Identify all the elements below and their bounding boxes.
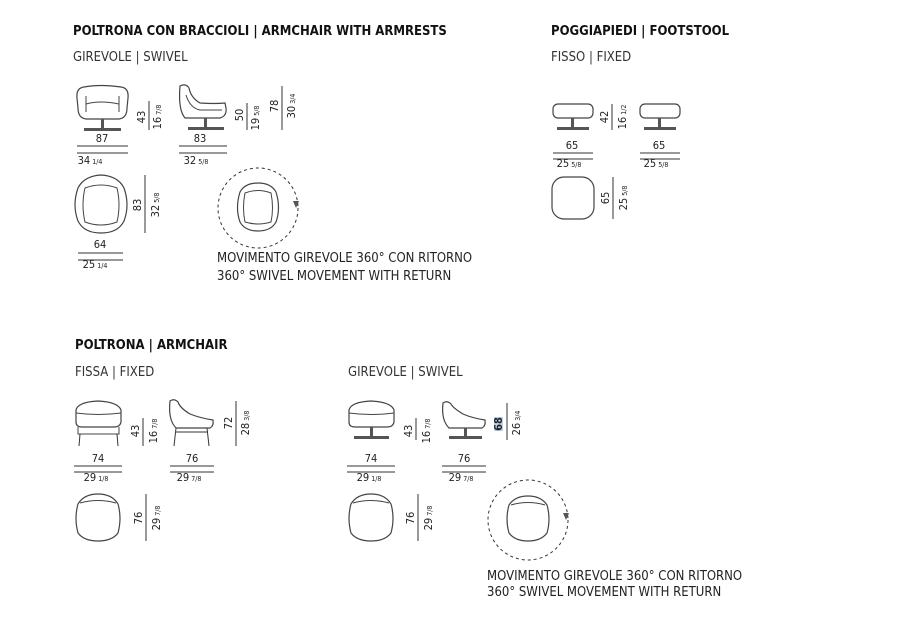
- footstool-height-cm: 42: [598, 110, 611, 124]
- armrests-arm-height-cm: 50: [233, 108, 246, 122]
- armchair-swivel-side-width-in: 29 7/8: [448, 471, 474, 484]
- armrests-swivel-diagram: [218, 168, 299, 248]
- armrests-front-view: [77, 86, 128, 132]
- armrests-seat-height-in: 167/8: [151, 104, 164, 130]
- armchair-swivel-note-it: MOVIMENTO GIREVOLE 360° CON RITORNO: [487, 569, 743, 584]
- armchair-fixed-total-height-cm: 72: [222, 416, 235, 430]
- armchair-swivel-front-width-cm: 74: [364, 452, 378, 465]
- armrests-top-width-cm: 64: [93, 238, 107, 251]
- armchair-swivel-side-width-cm: 76: [457, 452, 471, 465]
- section-subtitle-armchair-swivel: GIREVOLE | SWIVEL: [348, 365, 463, 380]
- armchair-swivel-total-height-cm: 68: [492, 417, 505, 431]
- footstool-height-in: 161/2: [616, 104, 629, 130]
- armrests-swivel-note-en: 360° SWIVEL MOVEMENT WITH RETURN: [217, 269, 452, 284]
- footstool-top-view: [552, 177, 594, 219]
- armchair-swivel-note-en: 360° SWIVEL MOVEMENT WITH RETURN: [487, 585, 722, 600]
- footstool-front-width-in: 25 5/8: [556, 157, 582, 170]
- armchair-swivel-seat-height-cm: 43: [402, 424, 415, 438]
- armrests-top-depth-cm: 83: [131, 198, 144, 212]
- footstool-side-view: [640, 104, 680, 130]
- section-subtitle-footstool: FISSO | FIXED: [551, 50, 632, 65]
- armchair-fixed-front-width-cm: 74: [91, 452, 105, 465]
- armrests-total-height-in: 303/4: [285, 93, 298, 119]
- armrests-side-width-cm: 83: [193, 132, 207, 145]
- armchair-swivel-seat-height-in: 167/8: [420, 418, 433, 444]
- armchair-swivel-top-view: [349, 494, 393, 541]
- armrests-seat-height-cm: 43: [135, 110, 148, 124]
- armchair-swivel-top-depth-cm: 76: [404, 511, 417, 525]
- armchair-fixed-top-view: [76, 494, 120, 541]
- armchair-swivel-total-height-in: 263/4: [510, 410, 523, 436]
- armchair-swivel-front-width-in: 29 1/8: [356, 471, 382, 484]
- armrests-front-width-cm: 87: [95, 132, 109, 145]
- section-subtitle-armrests: GIREVOLE | SWIVEL: [73, 50, 188, 65]
- armrests-front-width-in: 34 1/4: [77, 154, 103, 167]
- armchair-fixed-front-view: [76, 401, 121, 446]
- armchair-fixed-side-view: [170, 400, 214, 446]
- footstool-side-width-in: 25 5/8: [643, 157, 669, 170]
- armrests-total-height-cm: 78: [268, 99, 281, 113]
- armchair-fixed-top-depth-in: 297/8: [150, 505, 163, 531]
- footstool-top-depth-cm: 65: [599, 191, 612, 205]
- armrests-arm-height-in: 195/8: [249, 105, 262, 131]
- footstool-front-width-cm: 65: [565, 139, 579, 152]
- section-title-armrests: POLTRONA CON BRACCIOLI | ARMCHAIR WITH ARMRESTS: [73, 24, 447, 39]
- armrests-top-width-in: 25 1/4: [82, 258, 108, 271]
- armchair-fixed-seat-height-in: 167/8: [147, 418, 160, 444]
- armchair-fixed-side-width-in: 29 7/8: [176, 471, 202, 484]
- armchair-fixed-top-depth-cm: 76: [132, 511, 145, 525]
- armrests-side-width-in: 32 5/8: [183, 154, 209, 167]
- footstool-top-depth-in: 255/8: [617, 185, 630, 211]
- armchair-fixed-front-width-in: 29 1/8: [83, 471, 109, 484]
- section-title-footstool: POGGIAPIEDI | FOOTSTOOL: [551, 24, 730, 39]
- footstool-side-width-cm: 65: [652, 139, 666, 152]
- armrests-swivel-note-it: MOVIMENTO GIREVOLE 360° CON RITORNO: [217, 251, 473, 266]
- armchair-swivel-top-depth-in: 297/8: [422, 505, 435, 531]
- section-title-armchair: POLTRONA | ARMCHAIR: [75, 338, 228, 353]
- armchair-swivel-front-view: [349, 401, 394, 439]
- armchair-fixed-total-height-in: 283/8: [239, 410, 252, 436]
- armrests-top-depth-in: 325/8: [149, 192, 162, 218]
- armrests-top-view: [75, 175, 127, 233]
- armchair-fixed-seat-height-cm: 43: [129, 424, 142, 438]
- armchair-fixed-side-width-cm: 76: [185, 452, 199, 465]
- armrests-side-view: [180, 85, 227, 130]
- armchair-swivel-side-view: [443, 402, 486, 439]
- footstool-front-view: [553, 104, 593, 130]
- section-subtitle-armchair-fixed: FISSA | FIXED: [75, 365, 155, 380]
- armchair-swivel-diagram: [488, 480, 569, 560]
